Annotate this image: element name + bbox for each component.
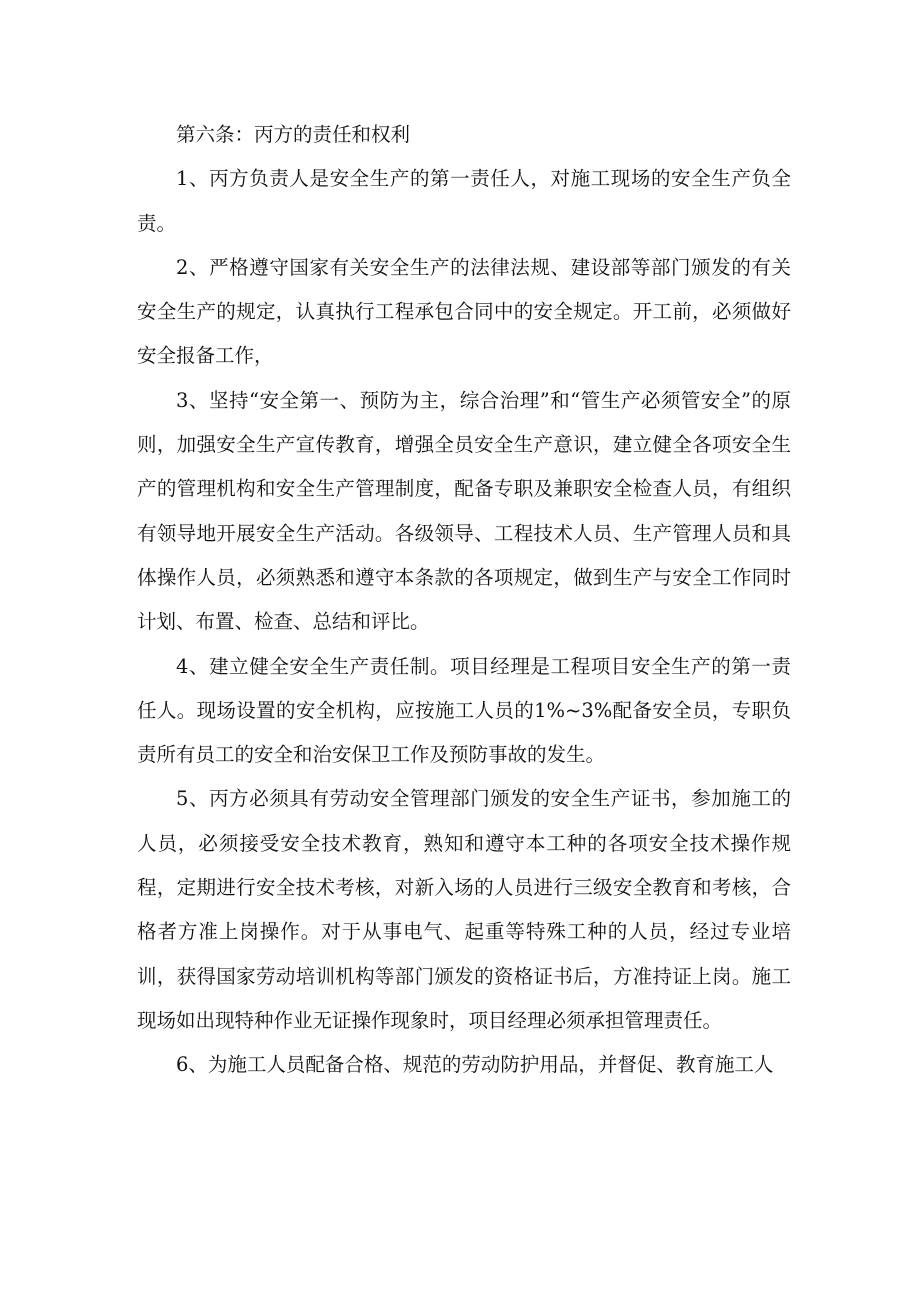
paragraph-2: 2、严格遵守国家有关安全生产的法律法规、建设部等部门颁发的有关安全生产的规定，认真执行工程承包合同中的安全规定。开工前，必须做好安全报备工作， (137, 255, 791, 368)
paragraph-3: 3、坚持“安全第一、预防为主，综合治理”和“管生产必须管安全”的原则，加强安全生产宣传教育，增强全员安全生产意识，建立健全各项安全生产的管理机构和安全生产管理制度，配备专职及兼职安全检查人员，有组织有领导地开展安全生产活动。各级领导、工程技术人员、生产管理人员和具体操作人员，必须熟悉和遵守本条款的各项规定，做到生产与安全工作同时计划、布置、检查、总结和评比。 (137, 388, 791, 634)
paragraph-6: 6、为施工人员配备合格、规范的劳动防护用品，并督促、教育施工人 (176, 1053, 774, 1077)
paragraph-4: 4、建立健全安全生产责任制。项目经理是工程项目安全生产的第一责任人。现场设置的安全机构，应按施工人员的1%~3%配备安全员，专职负责所有员工的安全和治安保卫工作及预防事故的发生。 (137, 654, 791, 767)
paragraph-1: 1、丙方负责人是安全生产的第一责任人，对施工现场的安全生产负全责。 (137, 167, 791, 235)
document-body (137, 113, 791, 1088)
section-heading: 第六条：丙方的责任和权利 (176, 123, 411, 146)
paragraph-5: 5、丙方必须具有劳动安全管理部门颁发的安全生产证书，参加施工的人员，必须接受安全技术教育，熟知和遵守本工种的各项安全技术操作规程，定期进行安全技术考核，对新入场的人员进行三级安全教育和考核，合格者方准上岗操作。对于从事电气、起重等特殊工种的人员，经过专业培训，获得国家劳动培训机构等部门颁发的资格证书后，方准持证上岗。施工现场如出现特种作业无证操作现象时，项目经理必须承担管理责任。 (137, 787, 791, 1032)
